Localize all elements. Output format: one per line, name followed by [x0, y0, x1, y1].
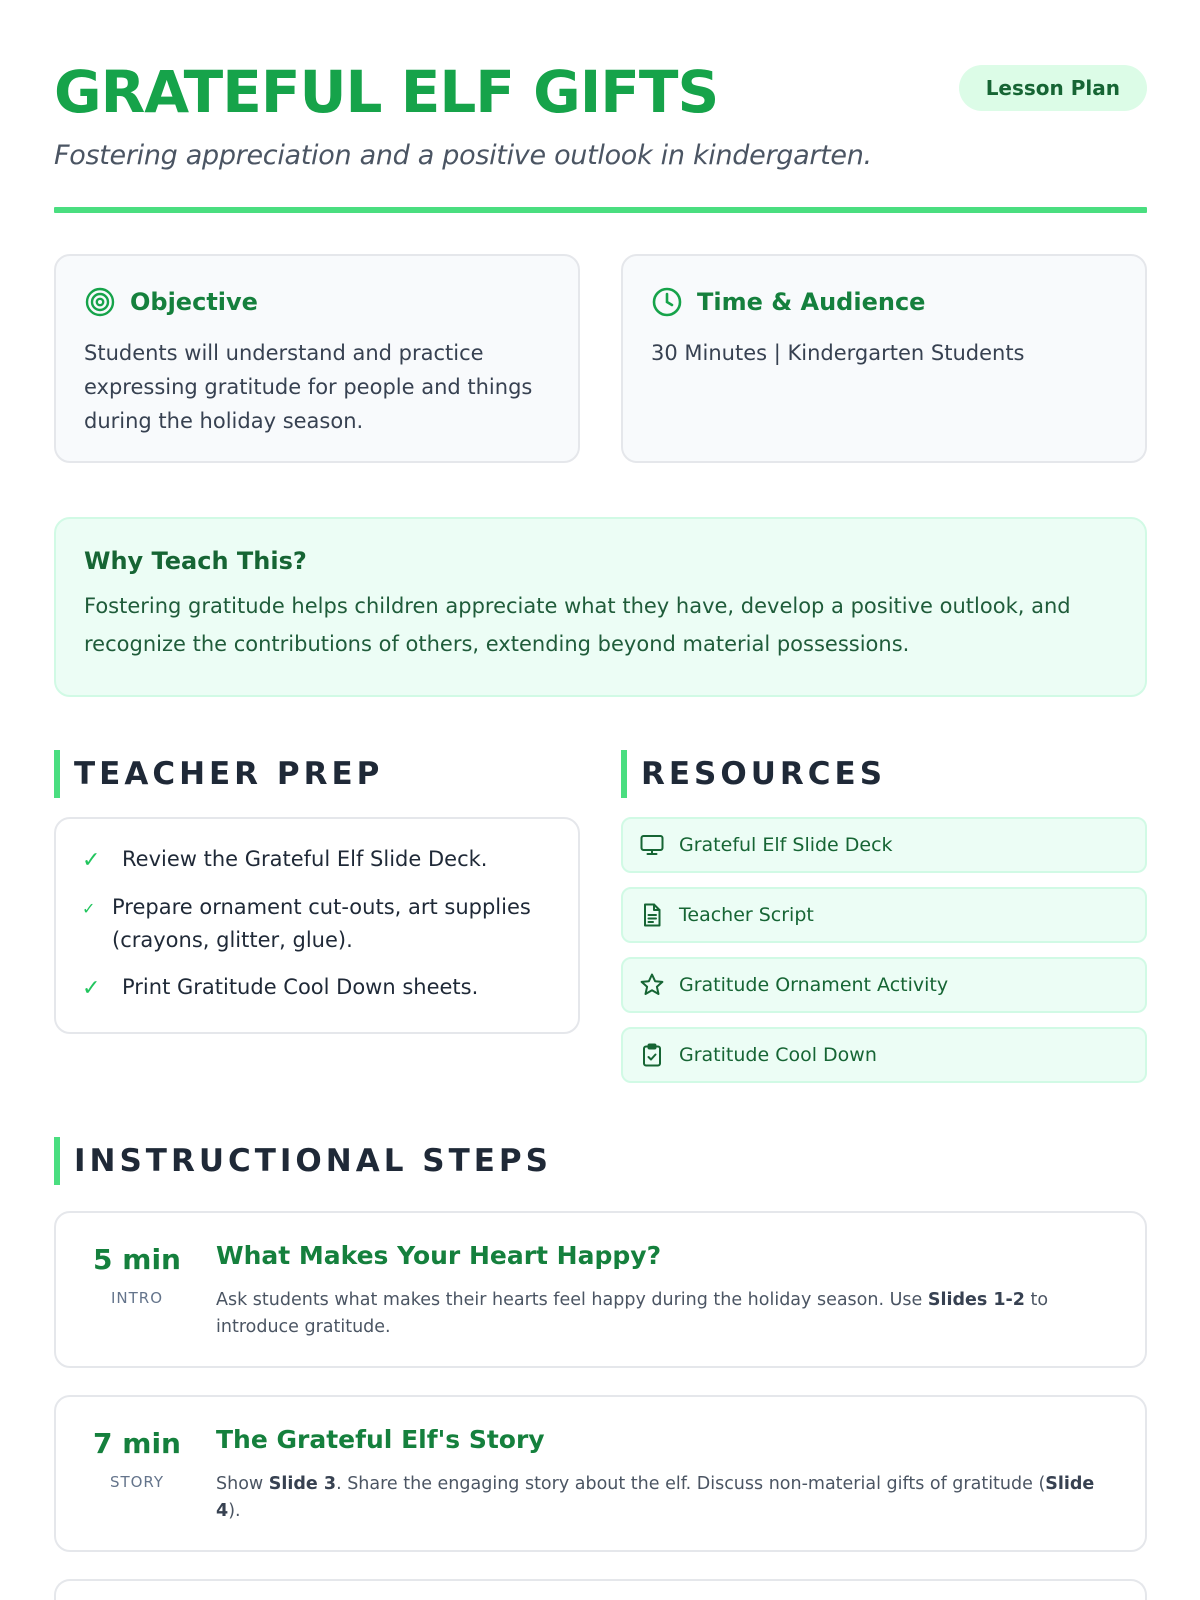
- document-icon: [639, 902, 665, 928]
- list-item: [82, 891, 552, 957]
- prep-item-text: Review the Grateful Elf Slide Deck.: [122, 847, 488, 871]
- teacher-prep-card: [54, 817, 580, 1034]
- objective-title: Objective: [130, 288, 258, 316]
- heading-accent-bar: [621, 750, 627, 798]
- list-item: [82, 843, 552, 877]
- step-duration: 7 min: [93, 1427, 181, 1460]
- step-title: The Grateful Elf's Story: [216, 1425, 545, 1454]
- checkmark-icon: ✓: [82, 899, 96, 918]
- target-icon: [84, 286, 116, 318]
- resource-label: Grateful Elf Slide Deck: [679, 834, 893, 856]
- step-card: [54, 1579, 1147, 1600]
- instructional-steps-heading: [54, 1137, 552, 1185]
- list-item: [82, 971, 552, 1005]
- monitor-icon: [639, 832, 665, 858]
- step-description: Show Slide 3. Share the engaging story about the elf. Discuss non-material gifts of gratitude (Slide 4).: [216, 1474, 1095, 1521]
- step-description: Ask students what makes their hearts feel happy during the holiday season. Use Slides 1-2 to introduce gratitude.: [216, 1290, 1049, 1337]
- resource-label: Teacher Script: [679, 904, 814, 926]
- prep-item-text: Print Gratitude Cool Down sheets.: [122, 975, 479, 999]
- checkmark-icon: ✓: [82, 976, 101, 1001]
- time-audience-card: [621, 254, 1147, 463]
- resource-link-ornament-activity[interactable]: [621, 957, 1147, 1013]
- resources-heading: [621, 750, 886, 798]
- step-tag: STORY: [109, 1473, 165, 1491]
- star-icon: [639, 972, 665, 998]
- prep-item-text: Prepare ornament cut-outs, art supplies (crayons, glitter, glue).: [112, 895, 531, 952]
- teacher-prep-heading-text: TEACHER PREP: [74, 756, 384, 792]
- heading-accent-bar: [54, 1137, 60, 1185]
- resource-label: Gratitude Ornament Activity: [679, 974, 949, 996]
- checkmark-icon: ✓: [82, 848, 101, 873]
- step-card: [54, 1211, 1147, 1368]
- why-teach-text: Fostering gratitude helps children appreciate what they have, develop a positive outlook, and recognize the contributions of others, extending beyond material possessions.: [84, 594, 1071, 656]
- step-title: What Makes Your Heart Happy?: [216, 1241, 662, 1270]
- resources-heading-text: RESOURCES: [641, 756, 887, 792]
- heading-accent-bar: [54, 750, 60, 798]
- objective-text: Students will understand and practice expressing gratitude for people and things during the holiday season.: [84, 341, 533, 433]
- resource-link-slide-deck[interactable]: [621, 817, 1147, 873]
- header: [54, 52, 1147, 212]
- page-title: GRATEFUL ELF GIFTS: [54, 58, 719, 126]
- step-card: [54, 1395, 1147, 1552]
- header-divider: [54, 207, 1147, 213]
- lesson-plan-badge: Lesson Plan: [959, 65, 1147, 111]
- objective-card: [54, 254, 580, 463]
- why-teach-title: Why Teach This?: [84, 547, 307, 575]
- step-tag: INTRO: [110, 1289, 164, 1307]
- resource-label: Gratitude Cool Down: [679, 1044, 877, 1066]
- instructional-steps-heading-text: INSTRUCTIONAL STEPS: [74, 1143, 552, 1179]
- clipboard-check-icon: [639, 1042, 665, 1068]
- resource-link-cool-down[interactable]: [621, 1027, 1147, 1083]
- time-audience-text: 30 Minutes | Kindergarten Students: [651, 341, 1025, 365]
- time-audience-title: Time & Audience: [697, 288, 926, 316]
- clock-icon: [651, 286, 683, 318]
- teacher-prep-heading: [54, 750, 383, 798]
- resource-link-teacher-script[interactable]: [621, 887, 1147, 943]
- page-subtitle: Fostering appreciation and a positive outlook in kindergarten.: [54, 140, 872, 171]
- step-duration: 5 min: [93, 1243, 181, 1276]
- why-teach-box: [54, 517, 1147, 697]
